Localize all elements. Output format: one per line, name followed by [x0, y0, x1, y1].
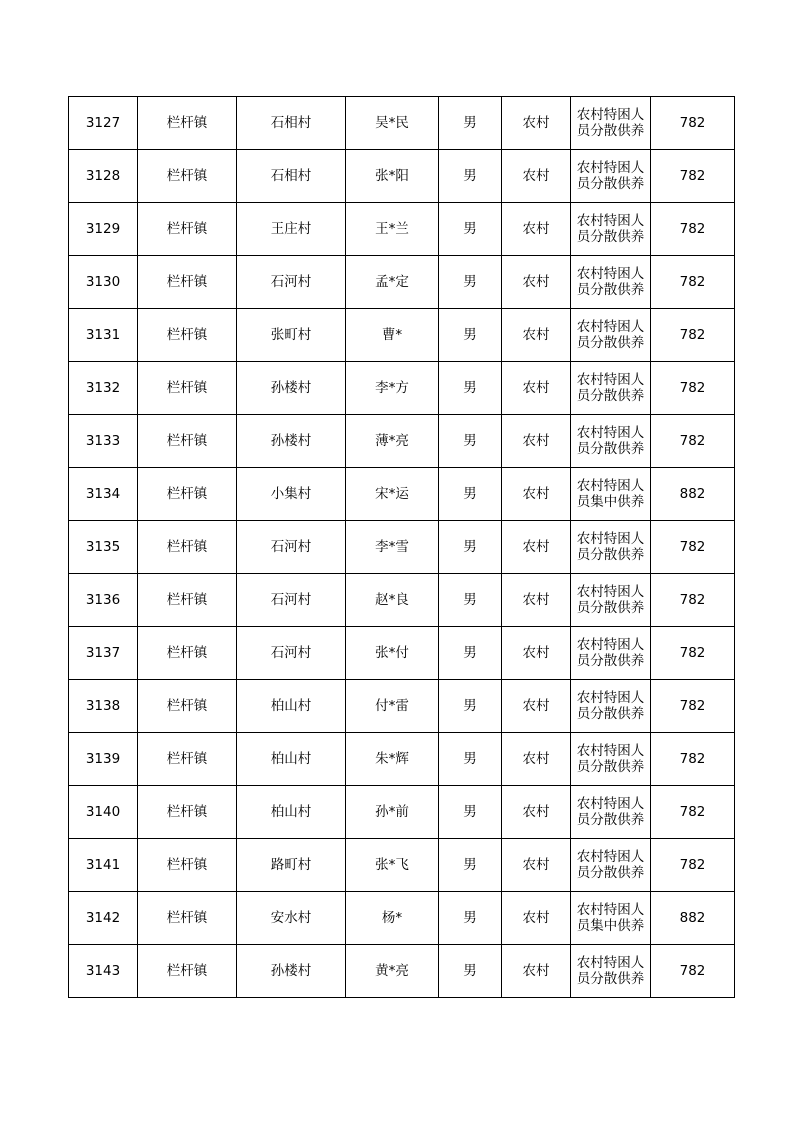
cell-category — [571, 680, 651, 733]
cell-household: 农村 — [502, 468, 571, 521]
cell-id: 3141 — [69, 839, 138, 892]
cell-town: 栏杆镇 — [138, 415, 237, 468]
cell-gender: 男 — [439, 362, 502, 415]
cell-village: 路町村 — [237, 839, 346, 892]
cell-household: 农村 — [502, 362, 571, 415]
cell-category-text: 农村特困人员分散供养 — [576, 848, 645, 881]
table-row — [69, 309, 735, 362]
table-container — [68, 96, 726, 998]
cell-town: 栏杆镇 — [138, 627, 237, 680]
cell-category — [571, 574, 651, 627]
table-row — [69, 468, 735, 521]
cell-town: 栏杆镇 — [138, 839, 237, 892]
cell-name: 曹* — [346, 309, 439, 362]
cell-village: 石相村 — [237, 150, 346, 203]
cell-name: 孟*定 — [346, 256, 439, 309]
cell-category — [571, 945, 651, 998]
table-row — [69, 945, 735, 998]
cell-name: 张*飞 — [346, 839, 439, 892]
cell-id: 3131 — [69, 309, 138, 362]
cell-amount: 782 — [651, 680, 735, 733]
cell-gender: 男 — [439, 521, 502, 574]
cell-category — [571, 256, 651, 309]
cell-name: 李*方 — [346, 362, 439, 415]
cell-village: 石河村 — [237, 256, 346, 309]
cell-gender: 男 — [439, 415, 502, 468]
cell-village: 石河村 — [237, 521, 346, 574]
cell-name: 张*付 — [346, 627, 439, 680]
cell-id: 3140 — [69, 786, 138, 839]
cell-amount: 882 — [651, 468, 735, 521]
cell-category — [571, 892, 651, 945]
cell-village: 石河村 — [237, 574, 346, 627]
cell-category — [571, 415, 651, 468]
cell-household: 农村 — [502, 521, 571, 574]
cell-category-text: 农村特困人员分散供养 — [576, 106, 645, 139]
cell-town: 栏杆镇 — [138, 786, 237, 839]
cell-household: 农村 — [502, 839, 571, 892]
cell-name: 薄*亮 — [346, 415, 439, 468]
cell-town: 栏杆镇 — [138, 150, 237, 203]
cell-category-text: 农村特困人员分散供养 — [576, 318, 645, 351]
cell-town: 栏杆镇 — [138, 521, 237, 574]
cell-category — [571, 521, 651, 574]
cell-name: 张*阳 — [346, 150, 439, 203]
cell-amount: 782 — [651, 945, 735, 998]
cell-gender: 男 — [439, 839, 502, 892]
cell-gender: 男 — [439, 203, 502, 256]
cell-name: 杨* — [346, 892, 439, 945]
cell-household: 农村 — [502, 627, 571, 680]
cell-town: 栏杆镇 — [138, 680, 237, 733]
cell-category-text: 农村特困人员分散供养 — [576, 689, 645, 722]
cell-town: 栏杆镇 — [138, 468, 237, 521]
table-row — [69, 680, 735, 733]
table-row — [69, 97, 735, 150]
cell-id: 3134 — [69, 468, 138, 521]
cell-id: 3143 — [69, 945, 138, 998]
cell-id: 3138 — [69, 680, 138, 733]
cell-town: 栏杆镇 — [138, 97, 237, 150]
cell-category-text: 农村特困人员分散供养 — [576, 265, 645, 298]
cell-category-text: 农村特困人员分散供养 — [576, 159, 645, 192]
cell-amount: 782 — [651, 150, 735, 203]
cell-household: 农村 — [502, 203, 571, 256]
cell-category — [571, 203, 651, 256]
cell-category-text: 农村特困人员分散供养 — [576, 212, 645, 245]
cell-category — [571, 468, 651, 521]
cell-gender: 男 — [439, 150, 502, 203]
cell-category — [571, 733, 651, 786]
table-row — [69, 892, 735, 945]
cell-amount: 782 — [651, 415, 735, 468]
cell-village: 柏山村 — [237, 733, 346, 786]
cell-gender: 男 — [439, 786, 502, 839]
cell-id: 3129 — [69, 203, 138, 256]
cell-village: 王庄村 — [237, 203, 346, 256]
cell-village: 安水村 — [237, 892, 346, 945]
table-row — [69, 415, 735, 468]
cell-category-text: 农村特困人员集中供养 — [576, 901, 645, 934]
cell-name: 宋*运 — [346, 468, 439, 521]
cell-category-text: 农村特困人员分散供养 — [576, 636, 645, 669]
cell-town: 栏杆镇 — [138, 309, 237, 362]
cell-id: 3139 — [69, 733, 138, 786]
table-row — [69, 786, 735, 839]
cell-gender: 男 — [439, 309, 502, 362]
cell-id: 3137 — [69, 627, 138, 680]
cell-village: 石河村 — [237, 627, 346, 680]
table-row — [69, 256, 735, 309]
table-row — [69, 574, 735, 627]
cell-category — [571, 839, 651, 892]
cell-household: 农村 — [502, 309, 571, 362]
cell-town: 栏杆镇 — [138, 733, 237, 786]
table-row — [69, 203, 735, 256]
cell-town: 栏杆镇 — [138, 362, 237, 415]
cell-household: 农村 — [502, 945, 571, 998]
cell-category-text: 农村特困人员分散供养 — [576, 583, 645, 616]
cell-category — [571, 786, 651, 839]
cell-amount: 782 — [651, 203, 735, 256]
cell-category — [571, 362, 651, 415]
cell-gender: 男 — [439, 892, 502, 945]
cell-name: 王*兰 — [346, 203, 439, 256]
cell-village: 石相村 — [237, 97, 346, 150]
cell-household: 农村 — [502, 892, 571, 945]
cell-gender: 男 — [439, 574, 502, 627]
cell-amount: 882 — [651, 892, 735, 945]
cell-amount: 782 — [651, 733, 735, 786]
cell-id: 3142 — [69, 892, 138, 945]
cell-category-text: 农村特困人员集中供养 — [576, 477, 645, 510]
cell-category-text: 农村特困人员分散供养 — [576, 530, 645, 563]
cell-amount: 782 — [651, 97, 735, 150]
cell-gender: 男 — [439, 945, 502, 998]
table-row — [69, 362, 735, 415]
cell-name: 付*雷 — [346, 680, 439, 733]
cell-category — [571, 150, 651, 203]
cell-name: 孙*前 — [346, 786, 439, 839]
cell-id: 3132 — [69, 362, 138, 415]
cell-name: 黄*亮 — [346, 945, 439, 998]
cell-category — [571, 627, 651, 680]
cell-household: 农村 — [502, 415, 571, 468]
cell-town: 栏杆镇 — [138, 892, 237, 945]
cell-amount: 782 — [651, 256, 735, 309]
cell-amount: 782 — [651, 786, 735, 839]
cell-household: 农村 — [502, 786, 571, 839]
cell-category-text: 农村特困人员分散供养 — [576, 954, 645, 987]
cell-village: 张町村 — [237, 309, 346, 362]
cell-gender: 男 — [439, 468, 502, 521]
cell-gender: 男 — [439, 256, 502, 309]
cell-gender: 男 — [439, 627, 502, 680]
cell-village: 小集村 — [237, 468, 346, 521]
cell-name: 朱*辉 — [346, 733, 439, 786]
cell-category — [571, 97, 651, 150]
cell-village: 孙楼村 — [237, 362, 346, 415]
cell-name: 吴*民 — [346, 97, 439, 150]
cell-household: 农村 — [502, 150, 571, 203]
table-row — [69, 839, 735, 892]
cell-town: 栏杆镇 — [138, 203, 237, 256]
cell-amount: 782 — [651, 574, 735, 627]
cell-town: 栏杆镇 — [138, 574, 237, 627]
cell-village: 柏山村 — [237, 786, 346, 839]
cell-household: 农村 — [502, 733, 571, 786]
cell-amount: 782 — [651, 521, 735, 574]
cell-name: 赵*良 — [346, 574, 439, 627]
cell-amount: 782 — [651, 309, 735, 362]
table-body — [69, 97, 735, 998]
cell-id: 3130 — [69, 256, 138, 309]
cell-gender: 男 — [439, 733, 502, 786]
cell-town: 栏杆镇 — [138, 945, 237, 998]
cell-name: 李*雪 — [346, 521, 439, 574]
cell-town: 栏杆镇 — [138, 256, 237, 309]
cell-id: 3128 — [69, 150, 138, 203]
cell-category — [571, 309, 651, 362]
table-row — [69, 521, 735, 574]
cell-household: 农村 — [502, 680, 571, 733]
cell-household: 农村 — [502, 256, 571, 309]
table-row — [69, 733, 735, 786]
cell-amount: 782 — [651, 627, 735, 680]
cell-category-text: 农村特困人员分散供养 — [576, 371, 645, 404]
cell-amount: 782 — [651, 362, 735, 415]
cell-id: 3127 — [69, 97, 138, 150]
cell-village: 孙楼村 — [237, 415, 346, 468]
cell-id: 3136 — [69, 574, 138, 627]
table-row — [69, 150, 735, 203]
cell-village: 孙楼村 — [237, 945, 346, 998]
cell-amount: 782 — [651, 839, 735, 892]
cell-category-text: 农村特困人员分散供养 — [576, 424, 645, 457]
table-row — [69, 627, 735, 680]
cell-household: 农村 — [502, 97, 571, 150]
cell-category-text: 农村特困人员分散供养 — [576, 795, 645, 828]
cell-category-text: 农村特困人员分散供养 — [576, 742, 645, 775]
cell-village: 柏山村 — [237, 680, 346, 733]
cell-household: 农村 — [502, 574, 571, 627]
cell-gender: 男 — [439, 680, 502, 733]
assistance-recipients-table — [68, 96, 735, 998]
cell-gender: 男 — [439, 97, 502, 150]
cell-id: 3133 — [69, 415, 138, 468]
cell-id: 3135 — [69, 521, 138, 574]
